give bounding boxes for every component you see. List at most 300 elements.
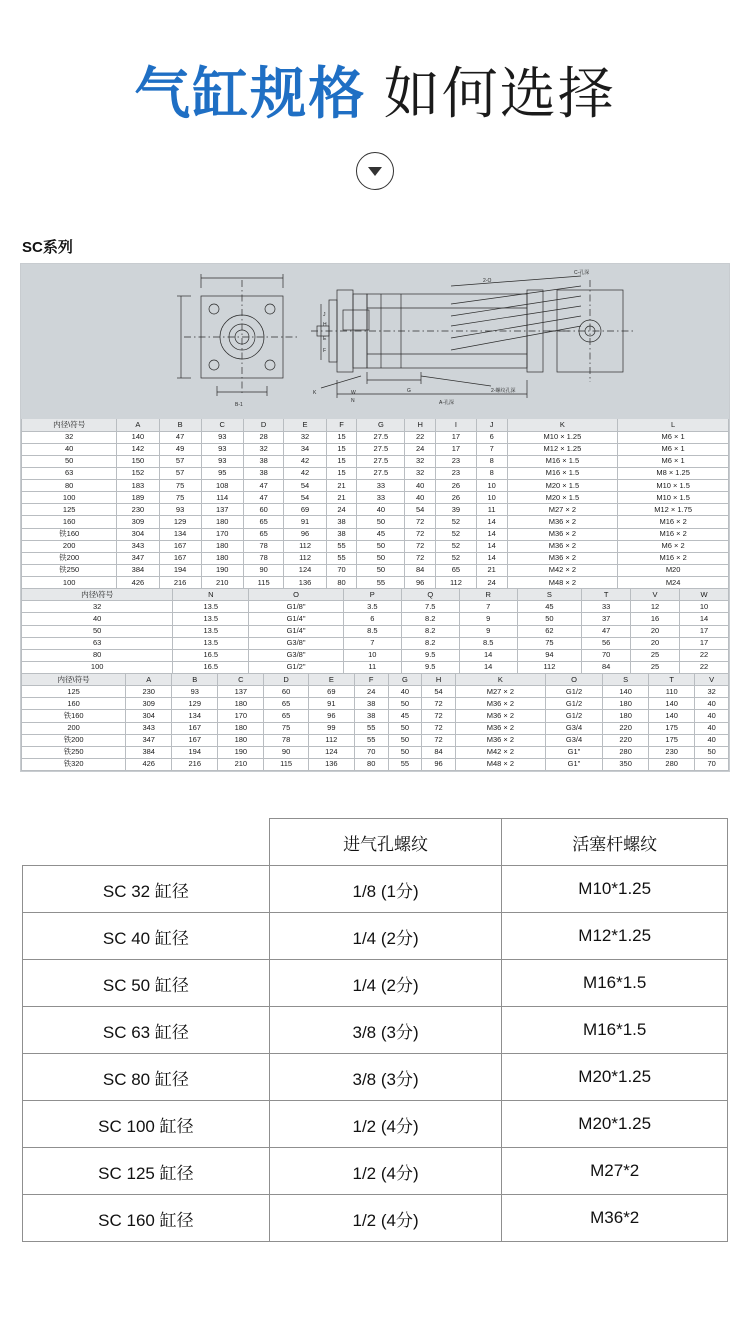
table-cell: 13.5 <box>173 601 249 613</box>
table-cell: 55 <box>357 577 405 589</box>
table-cell: 11 <box>343 661 401 673</box>
table-cell: 40 <box>388 686 422 698</box>
cylinder-bore-label: SC 100 缸径 <box>23 1101 270 1148</box>
thread-column-header-1: 进气孔螺纹 <box>269 819 502 866</box>
svg-text:G: G <box>407 388 411 395</box>
table-cell: 8.2 <box>401 625 459 637</box>
table-cell: 40 <box>695 698 729 710</box>
table-cell: 25 <box>631 649 680 661</box>
table-cell: 84 <box>422 746 456 758</box>
table-cell: 17 <box>436 431 477 443</box>
table-cell: 115 <box>264 758 308 770</box>
column-header-7: G <box>357 419 405 431</box>
table-cell: 54 <box>284 480 326 492</box>
table-cell: 55 <box>326 540 357 552</box>
table-cell: 200 <box>22 722 126 734</box>
table-cell: 426 <box>126 758 172 770</box>
table-cell: 309 <box>117 516 159 528</box>
table-cell: 110 <box>649 686 695 698</box>
table-cell: 40 <box>357 504 405 516</box>
table-cell: 16.5 <box>173 649 249 661</box>
table-cell: M16 × 1.5 <box>507 467 618 479</box>
table-cell: 50 <box>357 552 405 564</box>
table-cell: M10 × 1.5 <box>618 492 729 504</box>
table-cell: 72 <box>405 540 436 552</box>
spec-table-2 <box>21 588 729 674</box>
table-cell: 280 <box>649 758 695 770</box>
table-cell: 175 <box>649 734 695 746</box>
spec-table-3-wrap <box>21 673 729 771</box>
column-header-10: O <box>545 674 602 686</box>
table-cell: G3/8" <box>249 637 344 649</box>
svg-text:2-O: 2-O <box>483 278 492 285</box>
table-cell: 180 <box>201 540 243 552</box>
svg-text:A-孔深: A-孔深 <box>439 400 455 407</box>
table-cell: 32 <box>22 601 173 613</box>
table-cell: 170 <box>218 710 264 722</box>
column-header-3: P <box>343 589 401 601</box>
table-cell: 40 <box>405 480 436 492</box>
table-cell: 167 <box>172 722 218 734</box>
thread-table-row <box>23 1148 728 1195</box>
table-cell: 167 <box>159 552 201 564</box>
table-cell: 22 <box>680 661 729 673</box>
table-row <box>22 540 729 552</box>
table-cell: 136 <box>284 577 326 589</box>
table-cell: 15 <box>326 443 357 455</box>
table-cell: 45 <box>357 528 405 540</box>
cylinder-bore-label: SC 80 缸径 <box>23 1054 270 1101</box>
table-cell: 铁250 <box>22 746 126 758</box>
chevron-down-circle-icon <box>356 152 394 190</box>
table-cell: G1/4" <box>249 613 344 625</box>
table-cell: M27 × 2 <box>455 686 545 698</box>
table-cell: 42 <box>284 455 326 467</box>
table-row <box>22 601 729 613</box>
table-header-row <box>22 674 729 686</box>
table-cell: 112 <box>308 734 354 746</box>
column-header-13: V <box>695 674 729 686</box>
table-cell: 52 <box>436 528 477 540</box>
column-header-5: E <box>308 674 354 686</box>
table-cell: 96 <box>405 577 436 589</box>
thread-table-row <box>23 1007 728 1054</box>
table-cell: 124 <box>284 564 326 576</box>
table-cell: 112 <box>284 540 326 552</box>
svg-text:H: H <box>323 322 327 329</box>
column-header-1: A <box>117 419 159 431</box>
table-cell: 140 <box>649 710 695 722</box>
svg-text:B-1: B-1 <box>235 402 243 409</box>
table-cell: 8.5 <box>343 625 401 637</box>
column-header-7: T <box>582 589 631 601</box>
piston-rod-thread-value: M12*1.25 <box>502 913 728 960</box>
column-header-11: K <box>507 419 618 431</box>
table-cell: 8 <box>476 467 507 479</box>
cylinder-bore-label: SC 63 缸径 <box>23 1007 270 1054</box>
table-cell: 24 <box>405 443 436 455</box>
table-cell: 15 <box>326 467 357 479</box>
table-cell: M16 × 2 <box>618 516 729 528</box>
table-cell: 47 <box>159 431 201 443</box>
spec-table-1-wrap <box>21 418 729 589</box>
thread-comparison-table <box>22 818 728 1242</box>
table-cell: 60 <box>264 686 308 698</box>
spec-panel <box>20 263 730 772</box>
table-cell: 216 <box>159 577 201 589</box>
table-cell: 25 <box>631 661 680 673</box>
table-cell: 140 <box>117 431 159 443</box>
table-cell: 160 <box>22 698 126 710</box>
column-header-4: D <box>243 419 284 431</box>
table-cell: 34 <box>284 443 326 455</box>
column-header-8: H <box>422 674 456 686</box>
thread-table-row <box>23 866 728 913</box>
table-row <box>22 746 729 758</box>
table-cell: M16 × 2 <box>618 528 729 540</box>
column-header-6: F <box>354 674 388 686</box>
scroll-hint <box>0 152 750 190</box>
table-cell: 216 <box>172 758 218 770</box>
table-cell: 32 <box>243 443 284 455</box>
table-row <box>22 431 729 443</box>
table-row <box>22 467 729 479</box>
table-cell: 280 <box>603 746 649 758</box>
svg-text:2-螺纹孔深: 2-螺纹孔深 <box>491 388 516 395</box>
table-cell: M10 × 1.25 <box>507 431 618 443</box>
table-cell: 铁160 <box>22 528 117 540</box>
column-header-5: E <box>284 419 326 431</box>
cylinder-bore-label: SC 125 缸径 <box>23 1148 270 1195</box>
page-title-rest: 如何选择 <box>366 62 616 125</box>
intake-thread-value: 1/4 (2分) <box>269 913 502 960</box>
table-cell: 99 <box>308 722 354 734</box>
table-cell: 铁320 <box>22 758 126 770</box>
table-cell: 8.5 <box>459 637 517 649</box>
table-cell: G1/2" <box>249 661 344 673</box>
table-cell: 52 <box>436 552 477 564</box>
table-cell: 21 <box>476 564 507 576</box>
table-cell: 50 <box>695 746 729 758</box>
table-cell: 7 <box>476 443 507 455</box>
table-cell: 52 <box>436 540 477 552</box>
table-cell: M27 × 2 <box>507 504 618 516</box>
table-cell: 50 <box>357 540 405 552</box>
table-row <box>22 722 729 734</box>
column-header-11: S <box>603 674 649 686</box>
table-cell: 38 <box>354 710 388 722</box>
table-cell: 114 <box>201 492 243 504</box>
table-cell: 13.5 <box>173 625 249 637</box>
table-cell: 47 <box>243 492 284 504</box>
table-cell: 13.5 <box>173 637 249 649</box>
column-header-2: B <box>159 419 201 431</box>
table-cell: 180 <box>201 552 243 564</box>
table-cell: 220 <box>603 734 649 746</box>
table-cell: 50 <box>357 516 405 528</box>
table-cell: 304 <box>117 528 159 540</box>
table-cell: 194 <box>172 746 218 758</box>
column-header-3: C <box>201 419 243 431</box>
table-cell: 26 <box>436 492 477 504</box>
table-cell: 14 <box>476 552 507 564</box>
table-cell: 63 <box>22 467 117 479</box>
table-cell: 14 <box>459 661 517 673</box>
table-cell: 347 <box>117 552 159 564</box>
table-cell: 47 <box>243 480 284 492</box>
table-cell: 37 <box>582 613 631 625</box>
table-cell: 10 <box>476 480 507 492</box>
table-cell: 38 <box>326 516 357 528</box>
table-row <box>22 577 729 589</box>
intake-thread-value: 1/4 (2分) <box>269 960 502 1007</box>
table-cell: 38 <box>326 528 357 540</box>
table-cell: 180 <box>201 516 243 528</box>
table-cell: 27.5 <box>357 467 405 479</box>
table-cell: 384 <box>117 564 159 576</box>
table-cell: 72 <box>422 710 456 722</box>
table-cell: 17 <box>680 637 729 649</box>
table-cell: 50 <box>357 564 405 576</box>
table-cell: 72 <box>405 516 436 528</box>
table-cell: 142 <box>117 443 159 455</box>
table-cell: 180 <box>218 698 264 710</box>
table-cell: 39 <box>436 504 477 516</box>
thread-table-row <box>23 1101 728 1148</box>
table-cell: 84 <box>582 661 631 673</box>
table-cell: 15 <box>326 431 357 443</box>
page-title-highlight: 气缸规格 <box>134 62 367 125</box>
table-cell: 10 <box>476 492 507 504</box>
table-cell: 160 <box>22 516 117 528</box>
table-cell: 180 <box>218 734 264 746</box>
table-cell: 96 <box>422 758 456 770</box>
column-header-8: H <box>405 419 436 431</box>
table-cell: 190 <box>218 746 264 758</box>
table-cell: 14 <box>680 613 729 625</box>
table-cell: G3/4 <box>545 722 602 734</box>
table-cell: 40 <box>22 613 173 625</box>
table-cell: 65 <box>436 564 477 576</box>
table-cell: 134 <box>159 528 201 540</box>
table-cell: 49 <box>159 443 201 455</box>
svg-text:J: J <box>323 312 326 319</box>
table-cell: 140 <box>649 698 695 710</box>
piston-rod-thread-value: M16*1.5 <box>502 1007 728 1054</box>
column-header-2: O <box>249 589 344 601</box>
table-cell: 50 <box>388 734 422 746</box>
table-cell: 190 <box>201 564 243 576</box>
table-cell: M16 × 1.5 <box>507 455 618 467</box>
table-cell: 136 <box>308 758 354 770</box>
column-header-0: 内径\符号 <box>22 674 126 686</box>
table-cell: M20 × 1.5 <box>507 492 618 504</box>
table-header-row <box>22 589 729 601</box>
table-cell: 100 <box>22 492 117 504</box>
table-cell: 6 <box>343 613 401 625</box>
table-cell: 91 <box>284 516 326 528</box>
table-cell: 93 <box>172 686 218 698</box>
table-cell: 65 <box>243 516 284 528</box>
svg-text:F: F <box>323 348 327 355</box>
piston-rod-thread-value: M10*1.25 <box>502 866 728 913</box>
table-cell: 343 <box>126 722 172 734</box>
cylinder-bore-label: SC 40 缸径 <box>23 913 270 960</box>
table-cell: G1/4" <box>249 625 344 637</box>
table-cell: G1/8" <box>249 601 344 613</box>
table-cell: M20 <box>618 564 729 576</box>
table-cell: M36 × 2 <box>507 528 618 540</box>
thread-table-header-row <box>23 819 728 866</box>
table-cell: 10 <box>680 601 729 613</box>
table-cell: 42 <box>284 467 326 479</box>
table-cell: 9.5 <box>401 649 459 661</box>
column-header-12: T <box>649 674 695 686</box>
table-cell: 14 <box>476 540 507 552</box>
table-cell: 22 <box>405 431 436 443</box>
table-cell: 194 <box>159 564 201 576</box>
table-cell: M24 <box>618 577 729 589</box>
table-cell: 45 <box>388 710 422 722</box>
table-cell: 75 <box>517 637 582 649</box>
table-cell: 21 <box>326 492 357 504</box>
table-cell: M48 × 2 <box>455 758 545 770</box>
table-cell: 95 <box>201 467 243 479</box>
table-cell: M36 × 2 <box>507 552 618 564</box>
cylinder-bore-label: SC 160 缸径 <box>23 1195 270 1242</box>
piston-rod-thread-value: M20*1.25 <box>502 1101 728 1148</box>
table-cell: M12 × 1.25 <box>507 443 618 455</box>
table-cell: 384 <box>126 746 172 758</box>
table-cell: 45 <box>517 601 582 613</box>
table-cell: 65 <box>264 698 308 710</box>
table-row <box>22 455 729 467</box>
table-cell: 28 <box>243 431 284 443</box>
table-cell: M36 × 2 <box>455 734 545 746</box>
table-cell: 7 <box>459 601 517 613</box>
table-cell: 14 <box>459 649 517 661</box>
table-row <box>22 492 729 504</box>
table-cell: 17 <box>436 443 477 455</box>
table-cell: 230 <box>117 504 159 516</box>
piston-rod-thread-value: M20*1.25 <box>502 1054 728 1101</box>
table-cell: 62 <box>517 625 582 637</box>
table-cell: 7.5 <box>401 601 459 613</box>
column-header-6: F <box>326 419 357 431</box>
table-cell: 180 <box>603 698 649 710</box>
table-cell: 72 <box>405 552 436 564</box>
table-cell: 70 <box>326 564 357 576</box>
table-cell: 50 <box>22 625 173 637</box>
table-cell: 180 <box>218 722 264 734</box>
table-cell: 13.5 <box>173 613 249 625</box>
column-header-4: Q <box>401 589 459 601</box>
table-cell: 69 <box>308 686 354 698</box>
table-cell: 230 <box>649 746 695 758</box>
table-cell: 93 <box>201 455 243 467</box>
piston-rod-thread-value: M16*1.5 <box>502 960 728 1007</box>
table-cell: 52 <box>436 516 477 528</box>
table-cell: 167 <box>159 540 201 552</box>
table-cell: 90 <box>243 564 284 576</box>
spec-table-2-wrap <box>21 588 729 674</box>
column-header-1: N <box>173 589 249 601</box>
table-cell: 170 <box>201 528 243 540</box>
table-cell: M36 × 2 <box>455 722 545 734</box>
table-row <box>22 564 729 576</box>
table-cell: 72 <box>422 734 456 746</box>
piston-rod-thread-value: M27*2 <box>502 1148 728 1195</box>
table-cell: 210 <box>218 758 264 770</box>
table-cell: 80 <box>326 577 357 589</box>
table-cell: 23 <box>436 455 477 467</box>
column-header-7: G <box>388 674 422 686</box>
table-cell: M36 × 2 <box>455 698 545 710</box>
table-cell: 78 <box>264 734 308 746</box>
table-cell: 210 <box>201 577 243 589</box>
spec-table-3 <box>21 673 729 771</box>
table-cell: 24 <box>476 577 507 589</box>
thread-column-header-0 <box>23 819 270 866</box>
table-cell: 72 <box>422 698 456 710</box>
table-row <box>22 649 729 661</box>
table-cell: 16 <box>631 613 680 625</box>
table-cell: 112 <box>517 661 582 673</box>
table-cell: 50 <box>388 698 422 710</box>
table-row <box>22 698 729 710</box>
table-cell: 38 <box>243 467 284 479</box>
table-cell: 22 <box>680 649 729 661</box>
table-cell: 54 <box>405 504 436 516</box>
table-cell: 75 <box>264 722 308 734</box>
table-cell: 78 <box>243 540 284 552</box>
table-cell: 55 <box>354 722 388 734</box>
table-cell: 180 <box>603 710 649 722</box>
table-cell: M6 × 2 <box>618 540 729 552</box>
table-cell: 27.5 <box>357 443 405 455</box>
table-row <box>22 710 729 722</box>
table-cell: G1/2 <box>545 686 602 698</box>
intake-thread-value: 1/8 (1分) <box>269 866 502 913</box>
table-row <box>22 625 729 637</box>
table-row <box>22 661 729 673</box>
table-cell: 347 <box>126 734 172 746</box>
table-cell: G1" <box>545 746 602 758</box>
table-cell: 33 <box>357 492 405 504</box>
table-cell: 75 <box>159 492 201 504</box>
table-cell: 9 <box>459 613 517 625</box>
table-cell: 32 <box>284 431 326 443</box>
table-cell: 60 <box>243 504 284 516</box>
table-cell: G1" <box>545 758 602 770</box>
table-cell: 189 <box>117 492 159 504</box>
table-cell: 33 <box>582 601 631 613</box>
table-cell: 27.5 <box>357 431 405 443</box>
table-cell: 93 <box>201 443 243 455</box>
table-cell: 55 <box>326 552 357 564</box>
table-cell: 134 <box>172 710 218 722</box>
thread-column-header-2: 活塞杆螺纹 <box>502 819 728 866</box>
table-cell: 17 <box>680 625 729 637</box>
table-cell: 54 <box>284 492 326 504</box>
table-cell: 40 <box>695 734 729 746</box>
table-cell: 129 <box>172 698 218 710</box>
table-cell: 80 <box>22 649 173 661</box>
table-cell: 铁160 <box>22 710 126 722</box>
column-header-4: D <box>264 674 308 686</box>
table-cell: M36 × 2 <box>507 516 618 528</box>
table-cell: 14 <box>476 528 507 540</box>
